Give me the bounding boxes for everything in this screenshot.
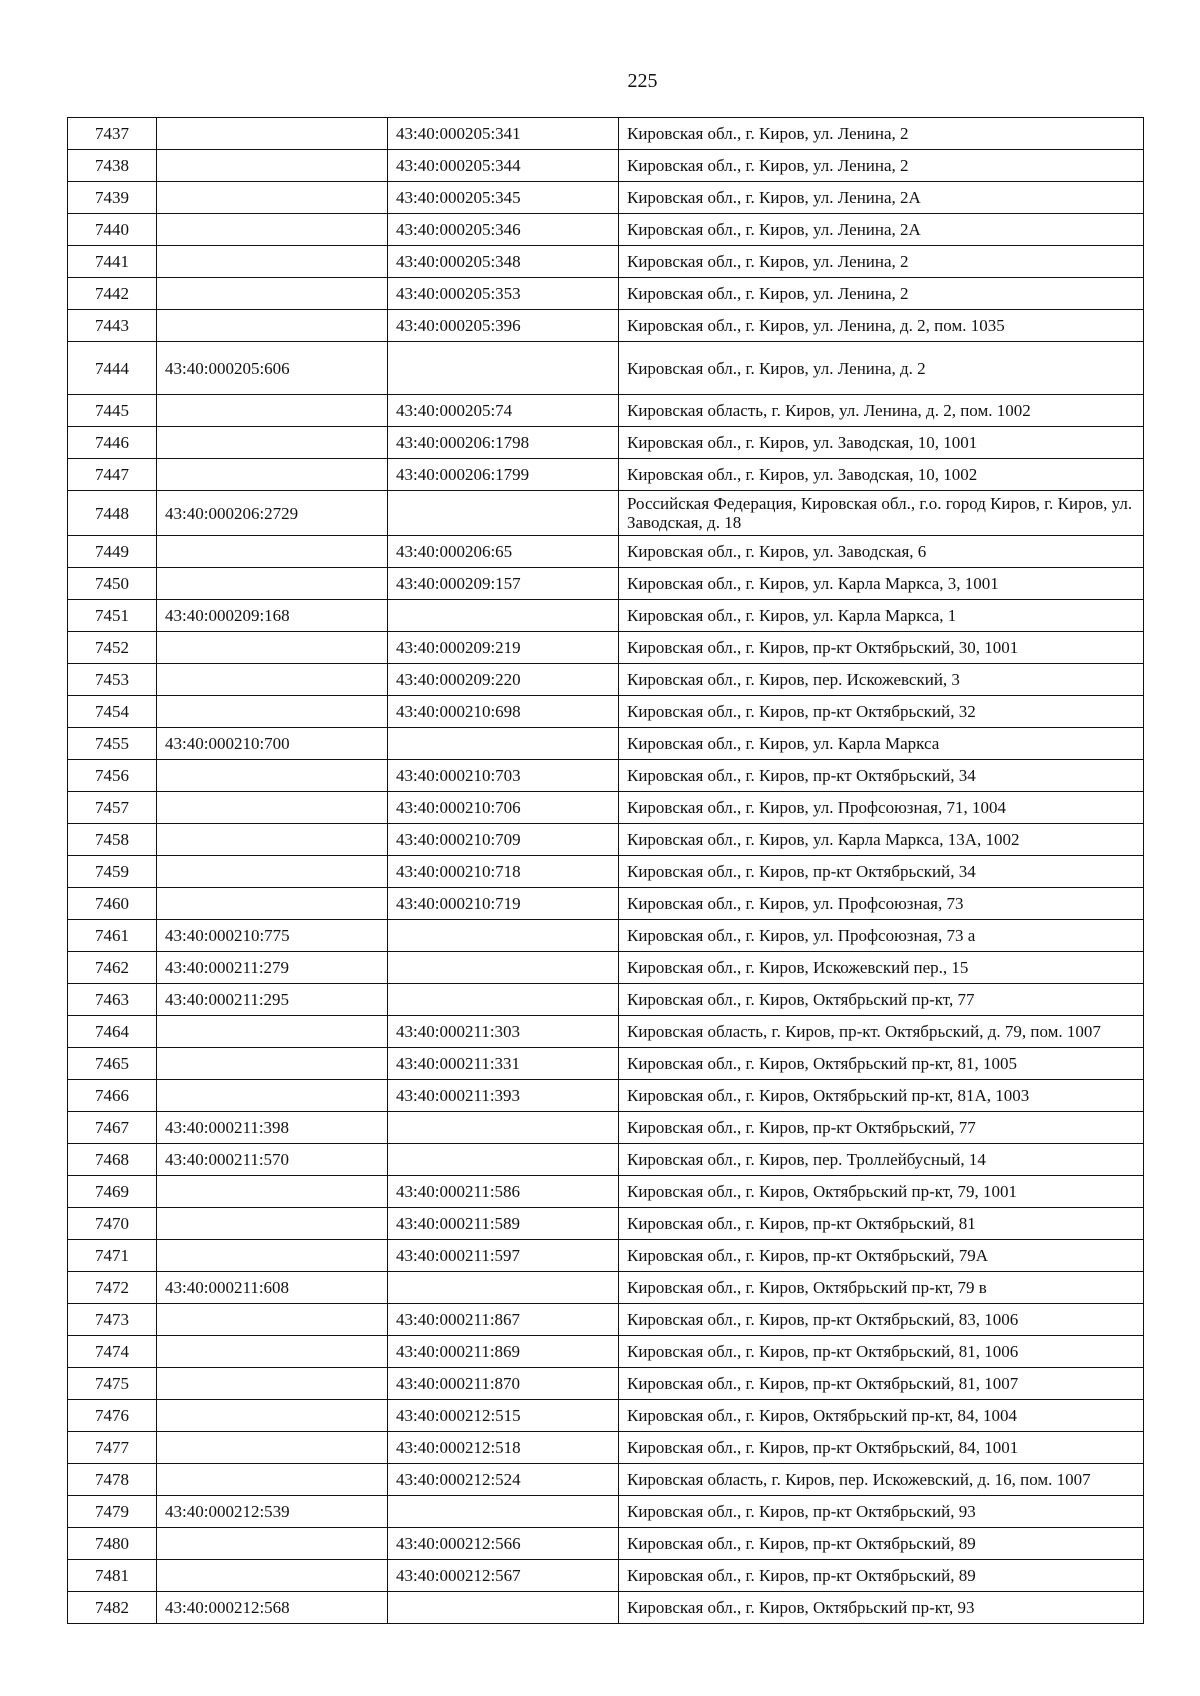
address-cell: Кировская обл., г. Киров, Октябрьский пр-кт, 79 в xyxy=(619,1272,1144,1304)
address-cell: Кировская обл., г. Киров, ул. Ленина, 2А xyxy=(619,182,1144,214)
cadastral-number-cell: 43:40:000212:539 xyxy=(157,1496,388,1528)
row-number-cell: 7440 xyxy=(68,214,157,246)
cadastral-number-cell xyxy=(157,1080,388,1112)
table-row xyxy=(68,888,1144,920)
cadastral-number-cell xyxy=(157,1528,388,1560)
table-row xyxy=(68,984,1144,1016)
row-number-cell: 7449 xyxy=(68,536,157,568)
cadastral-number-cell xyxy=(157,1208,388,1240)
cadastral-number-cell xyxy=(157,278,388,310)
cadastral-number-cell xyxy=(157,246,388,278)
cadastral-number-cell: 43:40:000206:2729 xyxy=(157,491,388,536)
address-cell: Кировская обл., г. Киров, ул. Ленина, 2А xyxy=(619,214,1144,246)
table-row xyxy=(68,728,1144,760)
address-cell: Кировская обл., г. Киров, ул. Заводская, 6 xyxy=(619,536,1144,568)
table-row xyxy=(68,1016,1144,1048)
table-row xyxy=(68,214,1144,246)
address-cell: Кировская обл., г. Киров, пр-кт Октябрьский, 34 xyxy=(619,856,1144,888)
cadastral-number-cell xyxy=(157,150,388,182)
address-cell: Кировская обл., г. Киров, ул. Карла Маркса, 13А, 1002 xyxy=(619,824,1144,856)
linked-cadastral-number-cell: 43:40:000211:393 xyxy=(388,1080,619,1112)
cadastral-number-cell xyxy=(157,310,388,342)
row-number-cell: 7453 xyxy=(68,664,157,696)
cadastral-number-cell xyxy=(157,1176,388,1208)
row-number-cell: 7448 xyxy=(68,491,157,536)
address-cell: Кировская обл., г. Киров, пр-кт Октябрьский, 32 xyxy=(619,696,1144,728)
address-cell: Кировская обл., г. Киров, ул. Ленина, 2 xyxy=(619,278,1144,310)
row-number-cell: 7452 xyxy=(68,632,157,664)
table-row xyxy=(68,150,1144,182)
table-row xyxy=(68,1112,1144,1144)
table-row xyxy=(68,342,1144,395)
row-number-cell: 7455 xyxy=(68,728,157,760)
address-cell: Кировская обл., г. Киров, ул. Карла Маркса, 3, 1001 xyxy=(619,568,1144,600)
table-row xyxy=(68,1080,1144,1112)
row-number-cell: 7477 xyxy=(68,1432,157,1464)
table-row xyxy=(68,920,1144,952)
table-row xyxy=(68,696,1144,728)
table-row xyxy=(68,664,1144,696)
table-row xyxy=(68,952,1144,984)
linked-cadastral-number-cell: 43:40:000211:867 xyxy=(388,1304,619,1336)
address-cell: Кировская обл., г. Киров, Октябрьский пр-кт, 93 xyxy=(619,1592,1144,1624)
table-row xyxy=(68,1240,1144,1272)
address-cell: Кировская обл., г. Киров, ул. Карла Маркса, 1 xyxy=(619,600,1144,632)
linked-cadastral-number-cell xyxy=(388,920,619,952)
table-row xyxy=(68,1208,1144,1240)
row-number-cell: 7444 xyxy=(68,342,157,395)
linked-cadastral-number-cell: 43:40:000210:698 xyxy=(388,696,619,728)
linked-cadastral-number-cell: 43:40:000211:303 xyxy=(388,1016,619,1048)
row-number-cell: 7438 xyxy=(68,150,157,182)
cadastral-number-cell xyxy=(157,1464,388,1496)
linked-cadastral-number-cell xyxy=(388,1272,619,1304)
table-row xyxy=(68,1464,1144,1496)
address-cell: Кировская обл., г. Киров, ул. Профсоюзная, 73 а xyxy=(619,920,1144,952)
row-number-cell: 7458 xyxy=(68,824,157,856)
linked-cadastral-number-cell: 43:40:000205:344 xyxy=(388,150,619,182)
address-cell: Кировская обл., г. Киров, пр-кт Октябрьский, 84, 1001 xyxy=(619,1432,1144,1464)
cadastral-number-cell xyxy=(157,459,388,491)
linked-cadastral-number-cell: 43:40:000211:586 xyxy=(388,1176,619,1208)
cadastral-number-cell xyxy=(157,568,388,600)
linked-cadastral-number-cell: 43:40:000205:348 xyxy=(388,246,619,278)
address-cell: Кировская обл., г. Киров, Искожевский пер., 15 xyxy=(619,952,1144,984)
row-number-cell: 7454 xyxy=(68,696,157,728)
row-number-cell: 7441 xyxy=(68,246,157,278)
address-cell: Кировская обл., г. Киров, пр-кт Октябрьский, 81, 1007 xyxy=(619,1368,1144,1400)
table-row xyxy=(68,459,1144,491)
row-number-cell: 7475 xyxy=(68,1368,157,1400)
linked-cadastral-number-cell: 43:40:000209:157 xyxy=(388,568,619,600)
linked-cadastral-number-cell: 43:40:000212:518 xyxy=(388,1432,619,1464)
row-number-cell: 7446 xyxy=(68,427,157,459)
table-row xyxy=(68,536,1144,568)
address-cell: Кировская обл., г. Киров, ул. Ленина, д. 2, пом. 1035 xyxy=(619,310,1144,342)
row-number-cell: 7447 xyxy=(68,459,157,491)
cadastral-number-cell xyxy=(157,1560,388,1592)
linked-cadastral-number-cell: 43:40:000205:396 xyxy=(388,310,619,342)
cadastral-number-cell xyxy=(157,632,388,664)
address-cell: Кировская обл., г. Киров, Октябрьский пр-кт, 81А, 1003 xyxy=(619,1080,1144,1112)
cadastral-number-cell: 43:40:000210:775 xyxy=(157,920,388,952)
cadastral-number-cell xyxy=(157,395,388,427)
linked-cadastral-number-cell: 43:40:000209:220 xyxy=(388,664,619,696)
row-number-cell: 7480 xyxy=(68,1528,157,1560)
cadastral-number-cell xyxy=(157,1016,388,1048)
cadastral-number-cell xyxy=(157,1368,388,1400)
table-row xyxy=(68,395,1144,427)
row-number-cell: 7457 xyxy=(68,792,157,824)
address-cell: Кировская обл., г. Киров, Октябрьский пр-кт, 81, 1005 xyxy=(619,1048,1144,1080)
address-cell: Кировская обл., г. Киров, пр-кт Октябрьский, 79А xyxy=(619,1240,1144,1272)
table-row xyxy=(68,568,1144,600)
linked-cadastral-number-cell: 43:40:000210:703 xyxy=(388,760,619,792)
address-cell: Российская Федерация, Кировская обл., г.о. город Киров, г. Киров, ул. Заводская, д. 18 xyxy=(619,491,1144,536)
cadastral-number-cell: 43:40:000205:606 xyxy=(157,342,388,395)
cadastral-number-cell xyxy=(157,118,388,150)
linked-cadastral-number-cell xyxy=(388,1144,619,1176)
row-number-cell: 7459 xyxy=(68,856,157,888)
address-cell: Кировская обл., г. Киров, пр-кт Октябрьский, 83, 1006 xyxy=(619,1304,1144,1336)
row-number-cell: 7473 xyxy=(68,1304,157,1336)
table-row xyxy=(68,824,1144,856)
cadastral-number-cell xyxy=(157,792,388,824)
row-number-cell: 7478 xyxy=(68,1464,157,1496)
address-cell: Кировская область, г. Киров, пер. Искожевский, д. 16, пом. 1007 xyxy=(619,1464,1144,1496)
address-cell: Кировская обл., г. Киров, пр-кт Октябрьский, 34 xyxy=(619,760,1144,792)
address-cell: Кировская обл., г. Киров, Октябрьский пр-кт, 79, 1001 xyxy=(619,1176,1144,1208)
address-cell: Кировская обл., г. Киров, пр-кт Октябрьский, 81, 1006 xyxy=(619,1336,1144,1368)
row-number-cell: 7479 xyxy=(68,1496,157,1528)
linked-cadastral-number-cell xyxy=(388,984,619,1016)
linked-cadastral-number-cell: 43:40:000212:515 xyxy=(388,1400,619,1432)
table-row xyxy=(68,310,1144,342)
cadastral-number-cell: 43:40:000212:568 xyxy=(157,1592,388,1624)
cadastral-number-cell xyxy=(157,1240,388,1272)
address-cell: Кировская обл., г. Киров, ул. Профсоюзная, 73 xyxy=(619,888,1144,920)
linked-cadastral-number-cell: 43:40:000205:353 xyxy=(388,278,619,310)
address-cell: Кировская область, г. Киров, пр-кт. Октябрьский, д. 79, пом. 1007 xyxy=(619,1016,1144,1048)
row-number-cell: 7437 xyxy=(68,118,157,150)
row-number-cell: 7463 xyxy=(68,984,157,1016)
linked-cadastral-number-cell: 43:40:000212:567 xyxy=(388,1560,619,1592)
table-row xyxy=(68,760,1144,792)
linked-cadastral-number-cell: 43:40:000211:869 xyxy=(388,1336,619,1368)
linked-cadastral-number-cell: 43:40:000210:706 xyxy=(388,792,619,824)
address-cell: Кировская обл., г. Киров, пр-кт Октябрьский, 89 xyxy=(619,1528,1144,1560)
linked-cadastral-number-cell: 43:40:000205:341 xyxy=(388,118,619,150)
linked-cadastral-number-cell xyxy=(388,600,619,632)
table-row xyxy=(68,278,1144,310)
row-number-cell: 7451 xyxy=(68,600,157,632)
row-number-cell: 7443 xyxy=(68,310,157,342)
row-number-cell: 7464 xyxy=(68,1016,157,1048)
cadastral-number-cell: 43:40:000210:700 xyxy=(157,728,388,760)
cadastral-number-cell xyxy=(157,1048,388,1080)
cadastral-number-cell xyxy=(157,1304,388,1336)
cadastral-number-cell: 43:40:000211:570 xyxy=(157,1144,388,1176)
linked-cadastral-number-cell: 43:40:000211:331 xyxy=(388,1048,619,1080)
linked-cadastral-number-cell: 43:40:000206:1798 xyxy=(388,427,619,459)
table-row xyxy=(68,1048,1144,1080)
cadastral-number-cell: 43:40:000211:295 xyxy=(157,984,388,1016)
address-cell: Кировская обл., г. Киров, ул. Ленина, 2 xyxy=(619,118,1144,150)
linked-cadastral-number-cell xyxy=(388,491,619,536)
table-row xyxy=(68,856,1144,888)
linked-cadastral-number-cell xyxy=(388,1592,619,1624)
row-number-cell: 7461 xyxy=(68,920,157,952)
address-cell: Кировская обл., г. Киров, пр-кт Октябрьский, 89 xyxy=(619,1560,1144,1592)
address-cell: Кировская обл., г. Киров, ул. Заводская, 10, 1002 xyxy=(619,459,1144,491)
row-number-cell: 7476 xyxy=(68,1400,157,1432)
row-number-cell: 7445 xyxy=(68,395,157,427)
table-row xyxy=(68,1368,1144,1400)
table-row xyxy=(68,1432,1144,1464)
address-cell: Кировская обл., г. Киров, Октябрьский пр-кт, 84, 1004 xyxy=(619,1400,1144,1432)
linked-cadastral-number-cell: 43:40:000212:524 xyxy=(388,1464,619,1496)
cadastral-number-cell xyxy=(157,696,388,728)
table-row xyxy=(68,792,1144,824)
address-cell: Кировская обл., г. Киров, ул. Заводская, 10, 1001 xyxy=(619,427,1144,459)
linked-cadastral-number-cell xyxy=(388,952,619,984)
address-cell: Кировская обл., г. Киров, Октябрьский пр-кт, 77 xyxy=(619,984,1144,1016)
linked-cadastral-number-cell: 43:40:000210:719 xyxy=(388,888,619,920)
linked-cadastral-number-cell: 43:40:000205:346 xyxy=(388,214,619,246)
cadastral-number-cell xyxy=(157,182,388,214)
address-cell: Кировская обл., г. Киров, пер. Искожевский, 3 xyxy=(619,664,1144,696)
linked-cadastral-number-cell xyxy=(388,1496,619,1528)
table-row xyxy=(68,1176,1144,1208)
address-cell: Кировская обл., г. Киров, ул. Ленина, 2 xyxy=(619,150,1144,182)
linked-cadastral-number-cell: 43:40:000212:566 xyxy=(388,1528,619,1560)
row-number-cell: 7442 xyxy=(68,278,157,310)
table-row xyxy=(68,1304,1144,1336)
cadastral-number-cell xyxy=(157,1400,388,1432)
registry-table-body xyxy=(68,118,1144,1624)
cadastral-number-cell xyxy=(157,824,388,856)
row-number-cell: 7466 xyxy=(68,1080,157,1112)
linked-cadastral-number-cell: 43:40:000206:1799 xyxy=(388,459,619,491)
table-row xyxy=(68,118,1144,150)
page-number: 225 xyxy=(627,70,658,92)
row-number-cell: 7469 xyxy=(68,1176,157,1208)
table-row xyxy=(68,1496,1144,1528)
row-number-cell: 7470 xyxy=(68,1208,157,1240)
linked-cadastral-number-cell xyxy=(388,1112,619,1144)
linked-cadastral-number-cell: 43:40:000210:709 xyxy=(388,824,619,856)
address-cell: Кировская обл., г. Киров, ул. Ленина, 2 xyxy=(619,246,1144,278)
cadastral-number-cell: 43:40:000211:608 xyxy=(157,1272,388,1304)
address-cell: Кировская область, г. Киров, ул. Ленина, д. 2, пом. 1002 xyxy=(619,395,1144,427)
table-row xyxy=(68,1560,1144,1592)
cadastral-number-cell xyxy=(157,856,388,888)
cadastral-number-cell xyxy=(157,888,388,920)
cadastral-number-cell xyxy=(157,760,388,792)
row-number-cell: 7467 xyxy=(68,1112,157,1144)
table-row xyxy=(68,1272,1144,1304)
address-cell: Кировская обл., г. Киров, ул. Профсоюзная, 71, 1004 xyxy=(619,792,1144,824)
table-row xyxy=(68,1592,1144,1624)
row-number-cell: 7462 xyxy=(68,952,157,984)
address-cell: Кировская обл., г. Киров, пр-кт Октябрьский, 81 xyxy=(619,1208,1144,1240)
cadastral-number-cell xyxy=(157,1432,388,1464)
table-row xyxy=(68,491,1144,536)
row-number-cell: 7474 xyxy=(68,1336,157,1368)
linked-cadastral-number-cell: 43:40:000211:597 xyxy=(388,1240,619,1272)
registry-table xyxy=(67,117,1144,1624)
row-number-cell: 7450 xyxy=(68,568,157,600)
linked-cadastral-number-cell: 43:40:000211:870 xyxy=(388,1368,619,1400)
table-row xyxy=(68,1400,1144,1432)
linked-cadastral-number-cell: 43:40:000206:65 xyxy=(388,536,619,568)
linked-cadastral-number-cell xyxy=(388,728,619,760)
cadastral-number-cell xyxy=(157,536,388,568)
table-row xyxy=(68,600,1144,632)
row-number-cell: 7460 xyxy=(68,888,157,920)
linked-cadastral-number-cell: 43:40:000205:345 xyxy=(388,182,619,214)
cadastral-number-cell: 43:40:000211:279 xyxy=(157,952,388,984)
row-number-cell: 7472 xyxy=(68,1272,157,1304)
row-number-cell: 7468 xyxy=(68,1144,157,1176)
table-row xyxy=(68,1528,1144,1560)
linked-cadastral-number-cell: 43:40:000210:718 xyxy=(388,856,619,888)
address-cell: Кировская обл., г. Киров, пр-кт Октябрьский, 77 xyxy=(619,1112,1144,1144)
linked-cadastral-number-cell: 43:40:000211:589 xyxy=(388,1208,619,1240)
cadastral-number-cell: 43:40:000209:168 xyxy=(157,600,388,632)
cadastral-number-cell xyxy=(157,664,388,696)
table-row xyxy=(68,1336,1144,1368)
address-cell: Кировская обл., г. Киров, пр-кт Октябрьский, 30, 1001 xyxy=(619,632,1144,664)
linked-cadastral-number-cell: 43:40:000209:219 xyxy=(388,632,619,664)
linked-cadastral-number-cell: 43:40:000205:74 xyxy=(388,395,619,427)
table-row xyxy=(68,632,1144,664)
row-number-cell: 7471 xyxy=(68,1240,157,1272)
cadastral-number-cell: 43:40:000211:398 xyxy=(157,1112,388,1144)
table-row xyxy=(68,1144,1144,1176)
address-cell: Кировская обл., г. Киров, пр-кт Октябрьский, 93 xyxy=(619,1496,1144,1528)
cadastral-number-cell xyxy=(157,214,388,246)
linked-cadastral-number-cell xyxy=(388,342,619,395)
address-cell: Кировская обл., г. Киров, пер. Троллейбусный, 14 xyxy=(619,1144,1144,1176)
row-number-cell: 7439 xyxy=(68,182,157,214)
cadastral-number-cell xyxy=(157,427,388,459)
row-number-cell: 7481 xyxy=(68,1560,157,1592)
address-cell: Кировская обл., г. Киров, ул. Ленина, д. 2 xyxy=(619,342,1144,395)
table-row xyxy=(68,246,1144,278)
row-number-cell: 7456 xyxy=(68,760,157,792)
row-number-cell: 7482 xyxy=(68,1592,157,1624)
table-row xyxy=(68,427,1144,459)
address-cell: Кировская обл., г. Киров, ул. Карла Маркса xyxy=(619,728,1144,760)
row-number-cell: 7465 xyxy=(68,1048,157,1080)
cadastral-number-cell xyxy=(157,1336,388,1368)
table-row xyxy=(68,182,1144,214)
